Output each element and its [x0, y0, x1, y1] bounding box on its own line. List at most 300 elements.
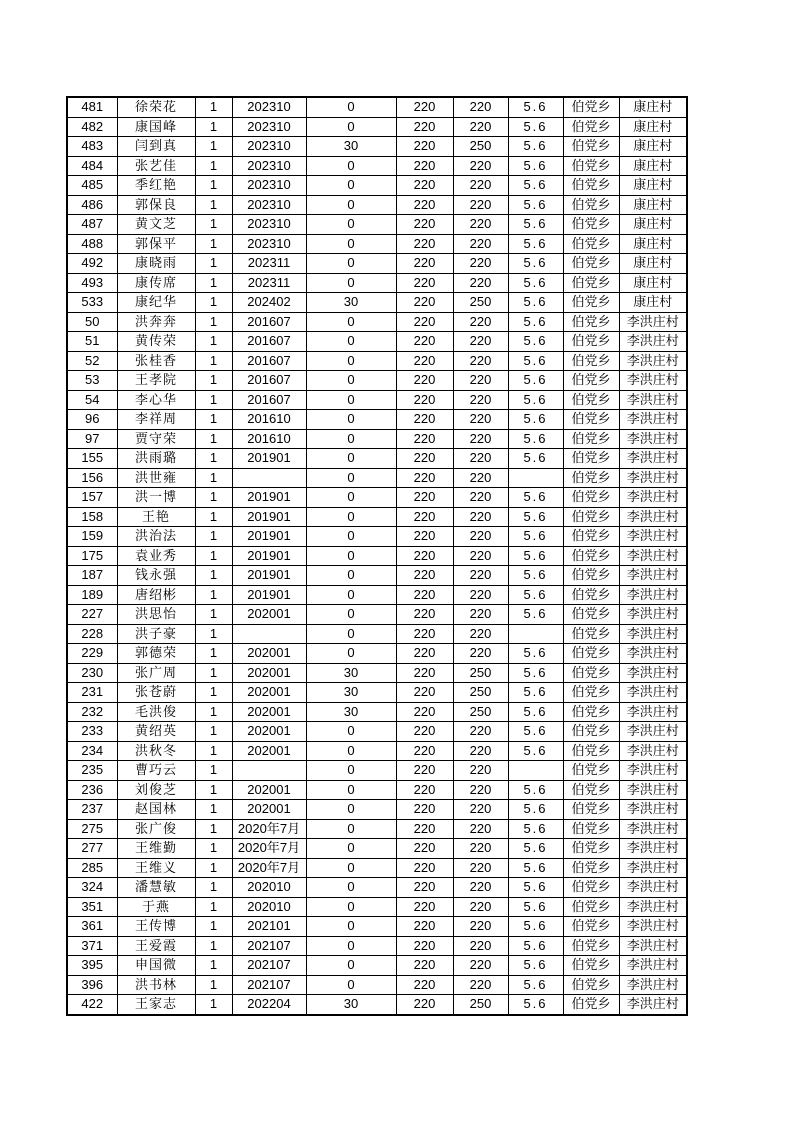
table-row: [67, 507, 687, 527]
cell-serial: 156: [67, 468, 117, 488]
cell-township: 伯党乡: [563, 741, 619, 761]
cell-serial: 97: [67, 429, 117, 449]
cell-month: 202310: [232, 176, 306, 196]
cell-month: 202001: [232, 722, 306, 742]
cell-rate: 5.6: [508, 605, 563, 625]
cell-serial: 486: [67, 195, 117, 215]
cell-supplement: 0: [306, 722, 396, 742]
cell-month: 201607: [232, 390, 306, 410]
table-row: [67, 624, 687, 644]
cell-month: 202311: [232, 273, 306, 293]
cell-township: 伯党乡: [563, 546, 619, 566]
cell-base-amount: 220: [396, 819, 453, 839]
cell-township: 伯党乡: [563, 293, 619, 313]
cell-total-amount: 220: [453, 410, 508, 430]
cell-township: 伯党乡: [563, 878, 619, 898]
cell-rate: 5.6: [508, 683, 563, 703]
cell-count: 1: [195, 371, 232, 391]
cell-name: 郭保平: [117, 234, 195, 254]
cell-supplement: 0: [306, 351, 396, 371]
cell-base-amount: 220: [396, 351, 453, 371]
table-row: [67, 332, 687, 352]
cell-name: 于燕: [117, 897, 195, 917]
table-row: [67, 468, 687, 488]
cell-total-amount: 220: [453, 605, 508, 625]
cell-count: 1: [195, 722, 232, 742]
cell-name: 赵国林: [117, 800, 195, 820]
cell-name: 洪一博: [117, 488, 195, 508]
cell-base-amount: 220: [396, 585, 453, 605]
cell-total-amount: 220: [453, 351, 508, 371]
cell-township: 伯党乡: [563, 137, 619, 157]
cell-township: 伯党乡: [563, 351, 619, 371]
cell-base-amount: 220: [396, 390, 453, 410]
cell-name: 王爱霞: [117, 936, 195, 956]
cell-count: 1: [195, 858, 232, 878]
table-row: [67, 897, 687, 917]
table-row: [67, 488, 687, 508]
cell-serial: 481: [67, 97, 117, 117]
cell-rate: 5.6: [508, 897, 563, 917]
cell-count: 1: [195, 995, 232, 1015]
cell-township: 伯党乡: [563, 429, 619, 449]
cell-month: 202311: [232, 254, 306, 274]
cell-rate: 5.6: [508, 254, 563, 274]
cell-township: 伯党乡: [563, 312, 619, 332]
cell-month: 202310: [232, 195, 306, 215]
cell-supplement: 0: [306, 254, 396, 274]
cell-name: 张苍蔚: [117, 683, 195, 703]
table-row: [67, 956, 687, 976]
table-body: [67, 97, 687, 1015]
cell-name: 王孝院: [117, 371, 195, 391]
cell-name: 袁业秀: [117, 546, 195, 566]
cell-supplement: 0: [306, 449, 396, 469]
cell-name: 闫到真: [117, 137, 195, 157]
cell-supplement: 0: [306, 390, 396, 410]
cell-village: 李洪庄村: [619, 741, 687, 761]
cell-name: 王艳: [117, 507, 195, 527]
table-row: [67, 702, 687, 722]
cell-supplement: 0: [306, 410, 396, 430]
cell-total-amount: 220: [453, 254, 508, 274]
cell-total-amount: 220: [453, 917, 508, 937]
cell-name: 康传席: [117, 273, 195, 293]
cell-base-amount: 220: [396, 800, 453, 820]
cell-supplement: 0: [306, 819, 396, 839]
cell-rate: 5.6: [508, 97, 563, 117]
cell-base-amount: 220: [396, 507, 453, 527]
cell-township: 伯党乡: [563, 819, 619, 839]
cell-name: 曹巧云: [117, 761, 195, 781]
cell-name: 洪治法: [117, 527, 195, 547]
cell-supplement: 0: [306, 800, 396, 820]
cell-serial: 234: [67, 741, 117, 761]
cell-month: 202010: [232, 878, 306, 898]
cell-serial: 231: [67, 683, 117, 703]
cell-name: 康国峰: [117, 117, 195, 137]
cell-total-amount: 220: [453, 507, 508, 527]
cell-name: 王传博: [117, 917, 195, 937]
cell-rate: 5.6: [508, 429, 563, 449]
cell-village: 李洪庄村: [619, 624, 687, 644]
cell-supplement: 0: [306, 234, 396, 254]
cell-month: 201901: [232, 585, 306, 605]
cell-rate: 5.6: [508, 293, 563, 313]
cell-total-amount: 220: [453, 176, 508, 196]
cell-base-amount: 220: [396, 995, 453, 1015]
cell-name: 康纪华: [117, 293, 195, 313]
cell-serial: 487: [67, 215, 117, 235]
cell-supplement: 0: [306, 195, 396, 215]
cell-township: 伯党乡: [563, 605, 619, 625]
cell-supplement: 0: [306, 273, 396, 293]
cell-serial: 227: [67, 605, 117, 625]
cell-serial: 485: [67, 176, 117, 196]
cell-village: 李洪庄村: [619, 839, 687, 859]
cell-total-amount: 220: [453, 429, 508, 449]
cell-serial: 361: [67, 917, 117, 937]
cell-total-amount: 250: [453, 683, 508, 703]
cell-base-amount: 220: [396, 293, 453, 313]
cell-count: 1: [195, 917, 232, 937]
cell-base-amount: 220: [396, 137, 453, 157]
cell-month: 201607: [232, 351, 306, 371]
cell-serial: 422: [67, 995, 117, 1015]
table-row: [67, 429, 687, 449]
cell-total-amount: 220: [453, 546, 508, 566]
cell-name: 洪奔奔: [117, 312, 195, 332]
cell-name: 黄绍英: [117, 722, 195, 742]
cell-base-amount: 220: [396, 897, 453, 917]
cell-total-amount: 250: [453, 137, 508, 157]
cell-township: 伯党乡: [563, 917, 619, 937]
table-row: [67, 449, 687, 469]
cell-village: 李洪庄村: [619, 488, 687, 508]
cell-rate: 5.6: [508, 663, 563, 683]
cell-supplement: 30: [306, 293, 396, 313]
cell-village: 李洪庄村: [619, 644, 687, 664]
cell-village: 李洪庄村: [619, 897, 687, 917]
cell-count: 1: [195, 137, 232, 157]
cell-serial: 533: [67, 293, 117, 313]
cell-rate: 5.6: [508, 722, 563, 742]
cell-month: 201901: [232, 507, 306, 527]
cell-base-amount: 220: [396, 858, 453, 878]
table-row: [67, 215, 687, 235]
cell-count: 1: [195, 176, 232, 196]
cell-rate: 5.6: [508, 332, 563, 352]
cell-township: 伯党乡: [563, 722, 619, 742]
cell-count: 1: [195, 761, 232, 781]
cell-serial: 96: [67, 410, 117, 430]
cell-village: 康庄村: [619, 176, 687, 196]
cell-township: 伯党乡: [563, 371, 619, 391]
table-row: [67, 878, 687, 898]
cell-month: 202310: [232, 137, 306, 157]
cell-rate: 5.6: [508, 936, 563, 956]
cell-base-amount: 220: [396, 332, 453, 352]
cell-count: 1: [195, 332, 232, 352]
table-row: [67, 975, 687, 995]
cell-total-amount: 220: [453, 117, 508, 137]
cell-total-amount: 220: [453, 585, 508, 605]
cell-count: 1: [195, 936, 232, 956]
cell-name: 黄传荣: [117, 332, 195, 352]
cell-township: 伯党乡: [563, 702, 619, 722]
cell-township: 伯党乡: [563, 449, 619, 469]
cell-serial: 351: [67, 897, 117, 917]
cell-base-amount: 220: [396, 254, 453, 274]
table-row: [67, 234, 687, 254]
cell-month: 201901: [232, 488, 306, 508]
cell-count: 1: [195, 683, 232, 703]
cell-rate: 5.6: [508, 995, 563, 1015]
cell-rate: 5.6: [508, 858, 563, 878]
cell-supplement: 0: [306, 936, 396, 956]
cell-count: 1: [195, 215, 232, 235]
cell-village: 李洪庄村: [619, 663, 687, 683]
cell-township: 伯党乡: [563, 195, 619, 215]
cell-township: 伯党乡: [563, 956, 619, 976]
cell-count: 1: [195, 624, 232, 644]
table-row: [67, 390, 687, 410]
cell-village: 李洪庄村: [619, 410, 687, 430]
table-row: [67, 546, 687, 566]
cell-rate: 5.6: [508, 176, 563, 196]
cell-supplement: 0: [306, 741, 396, 761]
cell-base-amount: 220: [396, 234, 453, 254]
cell-total-amount: 220: [453, 488, 508, 508]
table-row: [67, 858, 687, 878]
cell-name: 刘俊芝: [117, 780, 195, 800]
cell-serial: 187: [67, 566, 117, 586]
cell-township: 伯党乡: [563, 234, 619, 254]
cell-township: 伯党乡: [563, 156, 619, 176]
cell-count: 1: [195, 390, 232, 410]
cell-total-amount: 220: [453, 195, 508, 215]
cell-rate: 5.6: [508, 644, 563, 664]
cell-count: 1: [195, 839, 232, 859]
table-row: [67, 644, 687, 664]
cell-base-amount: 220: [396, 741, 453, 761]
cell-serial: 230: [67, 663, 117, 683]
cell-month: 201607: [232, 332, 306, 352]
cell-township: 伯党乡: [563, 800, 619, 820]
cell-month: 201901: [232, 449, 306, 469]
cell-rate: 5.6: [508, 234, 563, 254]
cell-supplement: 30: [306, 702, 396, 722]
cell-month: 201610: [232, 410, 306, 430]
cell-name: 李祥周: [117, 410, 195, 430]
cell-total-amount: 220: [453, 897, 508, 917]
cell-base-amount: 220: [396, 468, 453, 488]
cell-township: 伯党乡: [563, 624, 619, 644]
cell-month: 202204: [232, 995, 306, 1015]
cell-base-amount: 220: [396, 195, 453, 215]
cell-serial: 159: [67, 527, 117, 547]
cell-rate: 5.6: [508, 566, 563, 586]
cell-township: 伯党乡: [563, 527, 619, 547]
cell-total-amount: 220: [453, 273, 508, 293]
cell-serial: 157: [67, 488, 117, 508]
cell-name: 毛洪俊: [117, 702, 195, 722]
cell-village: 李洪庄村: [619, 605, 687, 625]
cell-village: 李洪庄村: [619, 761, 687, 781]
cell-rate: 5.6: [508, 390, 563, 410]
cell-total-amount: 220: [453, 741, 508, 761]
cell-supplement: 0: [306, 527, 396, 547]
cell-base-amount: 220: [396, 663, 453, 683]
cell-base-amount: 220: [396, 97, 453, 117]
cell-village: 康庄村: [619, 195, 687, 215]
table-row: [67, 312, 687, 332]
cell-village: 李洪庄村: [619, 507, 687, 527]
cell-month: 202001: [232, 683, 306, 703]
cell-count: 1: [195, 156, 232, 176]
table-row: [67, 761, 687, 781]
cell-village: 李洪庄村: [619, 468, 687, 488]
table-row: [67, 936, 687, 956]
cell-count: 1: [195, 546, 232, 566]
cell-month: 2020年7月: [232, 819, 306, 839]
cell-name: 王维义: [117, 858, 195, 878]
cell-total-amount: 220: [453, 332, 508, 352]
cell-rate: 5.6: [508, 878, 563, 898]
cell-month: 202107: [232, 956, 306, 976]
cell-total-amount: 220: [453, 878, 508, 898]
cell-count: 1: [195, 273, 232, 293]
cell-rate: 5.6: [508, 312, 563, 332]
cell-rate: 5.6: [508, 917, 563, 937]
cell-supplement: 0: [306, 156, 396, 176]
cell-serial: 236: [67, 780, 117, 800]
cell-rate: 5.6: [508, 975, 563, 995]
cell-count: 1: [195, 449, 232, 469]
cell-rate: 5.6: [508, 702, 563, 722]
cell-supplement: 0: [306, 917, 396, 937]
cell-month: 202310: [232, 215, 306, 235]
table-row: [67, 566, 687, 586]
cell-base-amount: 220: [396, 449, 453, 469]
cell-supplement: 30: [306, 995, 396, 1015]
cell-total-amount: 220: [453, 390, 508, 410]
cell-month: 201607: [232, 371, 306, 391]
cell-rate: [508, 761, 563, 781]
cell-base-amount: 220: [396, 527, 453, 547]
cell-name: 徐荣花: [117, 97, 195, 117]
cell-base-amount: 220: [396, 683, 453, 703]
cell-village: 李洪庄村: [619, 390, 687, 410]
cell-supplement: 0: [306, 332, 396, 352]
cell-total-amount: 220: [453, 97, 508, 117]
cell-count: 1: [195, 897, 232, 917]
cell-base-amount: 220: [396, 917, 453, 937]
cell-village: 李洪庄村: [619, 429, 687, 449]
table-row: [67, 683, 687, 703]
cell-base-amount: 220: [396, 975, 453, 995]
cell-village: 康庄村: [619, 97, 687, 117]
cell-total-amount: 250: [453, 995, 508, 1015]
cell-count: 1: [195, 585, 232, 605]
cell-month: 202107: [232, 936, 306, 956]
table-row: [67, 371, 687, 391]
cell-month: 201610: [232, 429, 306, 449]
cell-village: 李洪庄村: [619, 332, 687, 352]
cell-serial: 488: [67, 234, 117, 254]
cell-township: 伯党乡: [563, 761, 619, 781]
cell-supplement: 0: [306, 312, 396, 332]
cell-village: 李洪庄村: [619, 936, 687, 956]
cell-rate: 5.6: [508, 156, 563, 176]
cell-total-amount: 250: [453, 702, 508, 722]
cell-village: 康庄村: [619, 156, 687, 176]
cell-count: 1: [195, 819, 232, 839]
cell-rate: 5.6: [508, 527, 563, 547]
cell-serial: 235: [67, 761, 117, 781]
cell-count: 1: [195, 293, 232, 313]
cell-month: [232, 624, 306, 644]
cell-month: 202001: [232, 644, 306, 664]
cell-serial: 275: [67, 819, 117, 839]
table-row: [67, 293, 687, 313]
cell-rate: 5.6: [508, 780, 563, 800]
cell-rate: 5.6: [508, 215, 563, 235]
cell-total-amount: 220: [453, 624, 508, 644]
cell-total-amount: 220: [453, 644, 508, 664]
cell-serial: 228: [67, 624, 117, 644]
cell-village: 李洪庄村: [619, 527, 687, 547]
cell-village: 康庄村: [619, 215, 687, 235]
cell-township: 伯党乡: [563, 683, 619, 703]
cell-serial: 50: [67, 312, 117, 332]
cell-total-amount: 220: [453, 839, 508, 859]
cell-township: 伯党乡: [563, 97, 619, 117]
table-row: [67, 585, 687, 605]
cell-rate: 5.6: [508, 585, 563, 605]
cell-base-amount: 220: [396, 546, 453, 566]
cell-serial: 229: [67, 644, 117, 664]
table-row: [67, 741, 687, 761]
cell-name: 张广周: [117, 663, 195, 683]
cell-village: 李洪庄村: [619, 371, 687, 391]
cell-supplement: 0: [306, 878, 396, 898]
cell-count: 1: [195, 488, 232, 508]
table-row: [67, 195, 687, 215]
cell-name: 张桂香: [117, 351, 195, 371]
cell-village: 李洪庄村: [619, 546, 687, 566]
cell-month: 202310: [232, 156, 306, 176]
cell-base-amount: 220: [396, 761, 453, 781]
cell-month: 2020年7月: [232, 858, 306, 878]
cell-supplement: 0: [306, 644, 396, 664]
cell-month: 202107: [232, 975, 306, 995]
cell-rate: 5.6: [508, 956, 563, 976]
cell-count: 1: [195, 663, 232, 683]
cell-month: 202402: [232, 293, 306, 313]
cell-count: 1: [195, 605, 232, 625]
cell-supplement: 30: [306, 663, 396, 683]
cell-township: 伯党乡: [563, 410, 619, 430]
cell-total-amount: 250: [453, 663, 508, 683]
cell-township: 伯党乡: [563, 273, 619, 293]
cell-serial: 237: [67, 800, 117, 820]
cell-month: 202001: [232, 780, 306, 800]
cell-township: 伯党乡: [563, 839, 619, 859]
cell-name: 康晓雨: [117, 254, 195, 274]
cell-serial: 155: [67, 449, 117, 469]
cell-count: 1: [195, 800, 232, 820]
